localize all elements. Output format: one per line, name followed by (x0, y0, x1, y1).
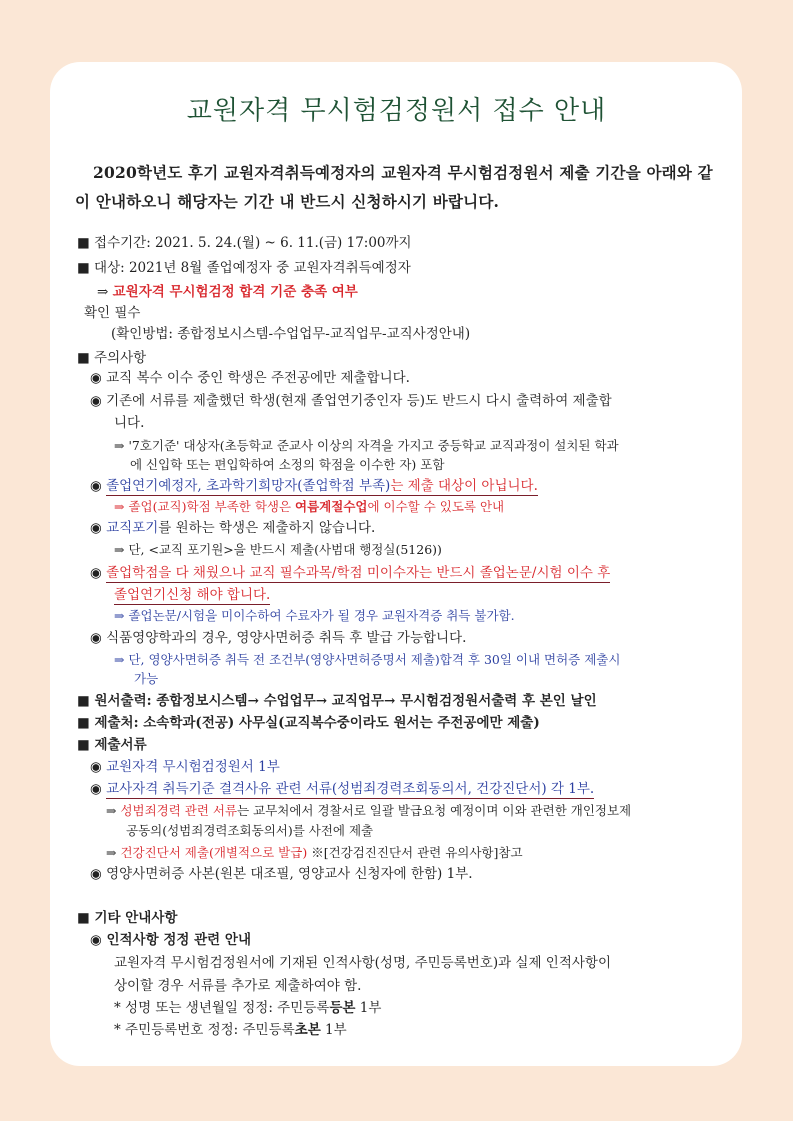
caution-item-cont: 졸업연기신청 해야 합니다. (114, 587, 271, 603)
caution-item: ◉ 교직포기를 원하는 학생은 제출하지 않습니다. (90, 520, 376, 536)
other-text: 상이할 경우 서류를 추가로 제출하여야 함. (114, 978, 362, 994)
check-required: 확인 필수 (84, 305, 141, 321)
id-correction: * 주민등록번호 정정: 주민등록초본 1부 (114, 1022, 347, 1038)
caution-sub-cont: 에 신입학 또는 편입학하여 소정의 학점을 이수한 자) 포함 (130, 457, 445, 472)
document-item: ◉ 교사자격 취득기준 결격사유 관련 서류(성범죄경력조회동의서, 건강진단서) 각 1부. (90, 781, 595, 797)
application-period: ■ 접수기간: 2021. 5. 24.(월) ~ 6. 11.(금) 17:00까지 (77, 235, 412, 251)
submit-location: ■ 제출처: 소속학과(전공) 사무실(교직복수중이라도 원서는 주전공에만 제출) (77, 715, 540, 731)
caution-item-cont: 니다. (114, 415, 145, 431)
caution-item: ◉ 졸업연기예정자, 초과학기희망자(졸업학점 부족)는 제출 대상이 아닙니다. (90, 478, 538, 494)
intro-paragraph: 2020학년도 후기 교원자격취득예정자의 교원자격 무시험검정원서 제출 기간을 아래와 같이 안내하오니 해당자는 기간 내 반드시 신청하시기 바랍니다. (75, 163, 713, 211)
target-check-line: ⇒ 교원자격 무시험검정 합격 기준 충족 여부 (97, 284, 358, 300)
target: ■ 대상: 2021년 8월 졸업예정자 중 교원자격취득예정자 (77, 260, 411, 276)
caution-sub-cont: 가능 (134, 671, 159, 686)
caution-sub: ⇒ 단, <교직 포기원>을 반드시 제출(사범대 행정실(5126)) (114, 542, 442, 557)
caution-sub: ⇒ 졸업(교직)학점 부족한 학생은 여름계절수업에 이수할 수 있도록 안내 (114, 499, 505, 514)
check-method: (확인방법: 종합정보시스템-수업업무-교직업무-교직사정안내) (111, 326, 471, 342)
caution-sub: ⇒ '7호기준' 대상자(초등학교 준교사 이상의 자격을 가지고 중등학교 교직과정이 설치된 학과 (114, 438, 619, 453)
caution-sub: ⇒ 단, 영양사면허증 취득 전 조건부(영양사면허증명서 제출)합격 후 30일 이내 면허증 제출시 (114, 652, 621, 667)
document-sub: ⇒ 건강진단서 제출(개별적으로 발급) ※[건강검진진단서 관련 유의사항]참고 (106, 845, 523, 860)
page-title: 교원자격 무시험검정원서 접수 안내 (186, 96, 607, 126)
name-correction: * 성명 또는 생년월일 정정: 주민등록등본 1부 (114, 1000, 382, 1016)
document-item: ◉ 교원자격 무시험검정원서 1부 (90, 759, 280, 775)
other-heading: ■ 기타 안내사항 (77, 910, 178, 926)
documents-heading: ■ 제출서류 (77, 737, 147, 753)
caution-item: ◉ 교직 복수 이수 중인 학생은 주전공에만 제출합니다. (90, 370, 410, 386)
caution-heading: ■ 주의사항 (77, 350, 147, 366)
document-sub-cont: 공동의(성범죄경력조회동의서)를 사전에 제출 (126, 823, 374, 838)
document-sub: ⇒ 성범죄경력 관련 서류는 교무처에서 경찰서로 일괄 발급요청 예정이며 이와 관련한 개인정보제 (106, 803, 632, 818)
caution-item: ◉ 기존에 서류를 제출했던 학생(현재 졸업연기중인자 등)도 반드시 다시 출력하여 제출합 (90, 393, 612, 409)
document-item: ◉ 영양사면허증 사본(원본 대조필, 영양교사 신청자에 한함) 1부. (90, 866, 473, 882)
caution-sub: ⇒ 졸업논문/시험을 미이수하여 수료자가 될 경우 교원자격증 취득 불가함. (114, 608, 515, 623)
other-text: 교원자격 무시험검정원서에 기재된 인적사항(성명, 주민등록번호)과 실제 인적사항이 (114, 955, 612, 971)
print-instruction: ■ 원서출력: 종합정보시스템→ 수업업무→ 교직업무→ 무시험검정원서출력 후 본인 날인 (77, 693, 597, 709)
caution-item: ◉ 졸업학점을 다 채웠으나 교직 필수과목/학점 미이수자는 반드시 졸업논문/시험 이수 후 (90, 565, 611, 581)
caution-item: ◉ 식품영양학과의 경우, 영양사면허증 취득 후 발급 가능합니다. (90, 630, 467, 646)
other-item: ◉ 인적사항 정정 관련 안내 (90, 932, 251, 948)
